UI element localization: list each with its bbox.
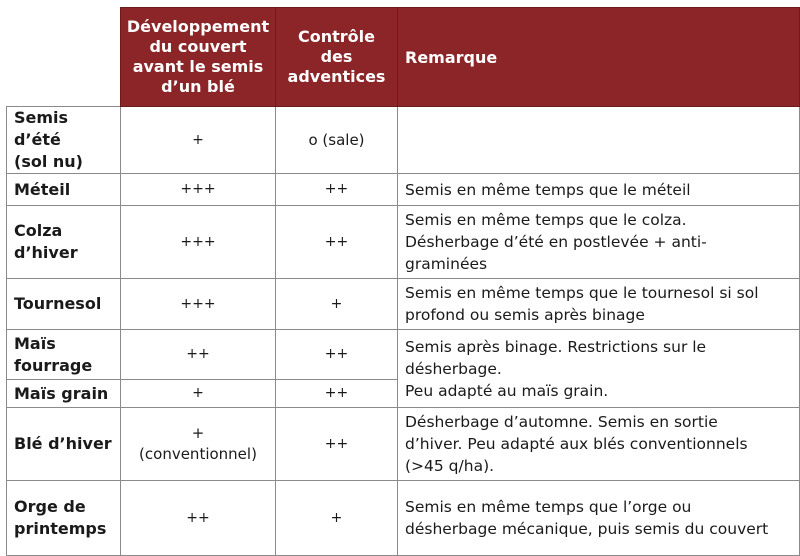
cell-dev: ++ xyxy=(121,481,276,556)
remark-line: Semis après binage. Restrictions sur le xyxy=(405,337,707,356)
header-line: Contrôle xyxy=(298,27,375,46)
row-label-line: d’hiver xyxy=(14,243,78,262)
table-row xyxy=(7,206,800,279)
cell-dev: +++ xyxy=(121,174,276,206)
header-weed-control xyxy=(276,8,398,107)
remark-line: désherbage. xyxy=(405,359,502,378)
remark-line: profond ou semis après binage xyxy=(405,306,645,324)
remark-line: Désherbage d’été en postlevée + anti- xyxy=(405,233,707,251)
remark-line: (>45 q/ha). xyxy=(405,457,495,475)
cell-remark xyxy=(398,279,800,330)
header-cover-development xyxy=(121,8,276,107)
cell-ctrl: o (sale) xyxy=(276,107,398,174)
cell-ctrl: ++ xyxy=(276,206,398,279)
cell-remark xyxy=(398,408,800,481)
header-line: Développement xyxy=(126,17,270,36)
row-label-mais-fourrage xyxy=(7,330,121,380)
cell-ctrl: + xyxy=(276,481,398,556)
row-label-colza xyxy=(7,206,121,279)
cell-dev: + xyxy=(121,380,276,408)
header-row xyxy=(7,8,800,107)
remark-line: Désherbage d’automne. Semis en sortie xyxy=(405,413,718,431)
remark-line: désherbage mécanique, puis semis du couvert xyxy=(405,520,769,538)
remark-line: Semis en même temps que le colza. xyxy=(405,211,687,229)
table-row xyxy=(7,481,800,556)
cell-ctrl: ++ xyxy=(276,380,398,408)
header-line: avant le semis xyxy=(132,57,264,76)
row-label-line: Orge de xyxy=(14,497,86,516)
header-line: d’un blé xyxy=(161,77,235,96)
cell-remark-mais xyxy=(398,330,800,408)
table-row xyxy=(7,330,800,380)
row-label-tournesol: Tournesol xyxy=(7,279,121,330)
remark-line: Semis en même temps que le tournesol si sol xyxy=(405,284,759,302)
cell-ctrl: ++ xyxy=(276,174,398,206)
header-line: des xyxy=(320,47,353,66)
table-row xyxy=(7,107,800,174)
row-label-meteil: Méteil xyxy=(7,174,121,206)
dev-line: + xyxy=(191,424,205,442)
remark-line: d’hiver. Peu adapté aux blés conventionnels xyxy=(405,435,748,453)
header-line: du couvert xyxy=(149,37,247,56)
row-label-line: Semis d’été xyxy=(14,108,69,149)
cell-ctrl: ++ xyxy=(276,408,398,481)
cell-remark: Semis en même temps que le méteil xyxy=(398,174,800,206)
row-label-line: Maïs xyxy=(14,333,56,353)
remark-line: graminées xyxy=(405,255,488,273)
crop-comparison-table xyxy=(6,7,800,556)
cell-dev: +++ xyxy=(121,279,276,330)
dev-line: (conventionnel) xyxy=(139,445,257,463)
cell-ctrl: + xyxy=(276,279,398,330)
table-row xyxy=(7,279,800,330)
table-row xyxy=(7,174,800,206)
row-label-line: fourrage xyxy=(14,355,93,375)
row-label-semis-ete xyxy=(7,107,121,174)
cell-remark xyxy=(398,206,800,279)
cell-dev: ++ xyxy=(121,330,276,380)
row-label-line: printemps xyxy=(14,519,107,538)
cell-ctrl: ++ xyxy=(276,330,398,380)
cell-dev xyxy=(121,408,276,481)
remark-line: Peu adapté au maïs grain. xyxy=(405,381,609,400)
cell-remark xyxy=(398,107,800,174)
header-corner-blank xyxy=(7,8,121,107)
remark-line: Semis en même temps que l’orge ou xyxy=(405,498,692,516)
table-row xyxy=(7,408,800,481)
row-label-orge-printemps xyxy=(7,481,121,556)
cell-remark xyxy=(398,481,800,556)
row-label-line: Colza xyxy=(14,221,63,240)
header-remark-label: Remarque xyxy=(405,48,498,67)
cell-dev: + xyxy=(121,107,276,174)
header-remark xyxy=(398,8,800,107)
row-label-mais-grain: Maïs grain xyxy=(7,380,121,408)
cell-dev: +++ xyxy=(121,206,276,279)
row-label-ble-hiver: Blé d’hiver xyxy=(7,408,121,481)
row-label-line: (sol nu) xyxy=(14,152,83,171)
header-line: adventices xyxy=(287,67,386,86)
